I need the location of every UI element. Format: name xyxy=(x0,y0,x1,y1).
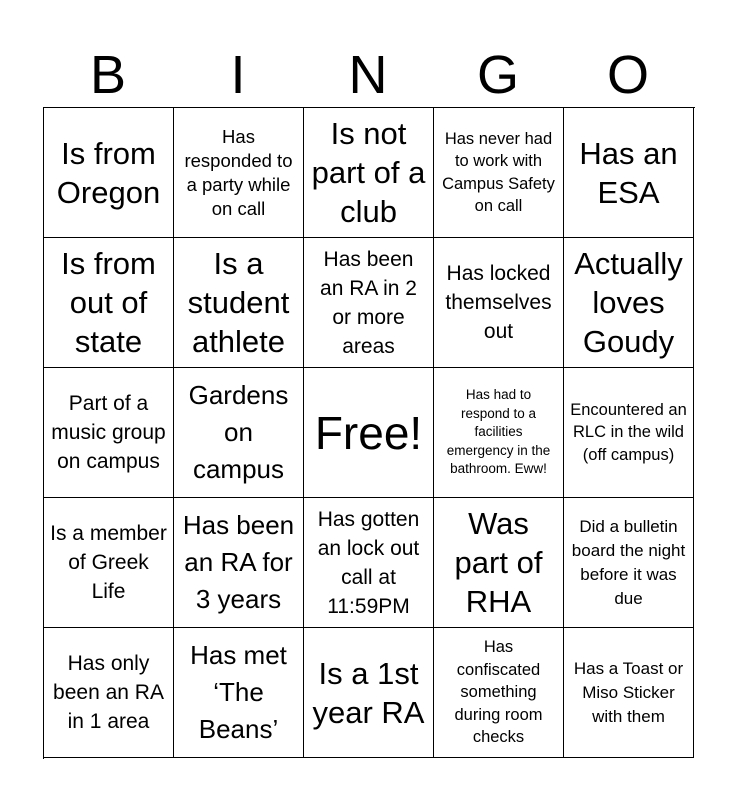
bingo-cell-r5c5[interactable] xyxy=(564,628,694,758)
header-letter-n: N xyxy=(348,45,388,105)
bingo-cell-r2c3[interactable] xyxy=(304,238,434,368)
cell-text: Encountered an RLC in the wild (off campus) xyxy=(570,400,687,464)
bingo-cell-r5c1[interactable] xyxy=(44,628,174,758)
cell-text: Has a Toast or Miso Sticker with them xyxy=(573,658,684,726)
bingo-cell-r1c3[interactable] xyxy=(304,108,434,238)
free-space-text: Free! xyxy=(314,406,423,459)
cell-text: Did a bulletin board the night before it was due xyxy=(571,516,686,608)
cell-text: Gardens on campus xyxy=(188,380,289,484)
cell-text: Is from Oregon xyxy=(56,135,161,210)
bingo-cell-r3c2[interactable] xyxy=(174,368,304,498)
cell-text: Has locked themselves out xyxy=(445,262,552,343)
bingo-header xyxy=(43,44,693,106)
bingo-cell-r4c3[interactable] xyxy=(304,498,434,628)
cell-text: Is a 1st year RA xyxy=(312,655,425,730)
bingo-cell-r3c5[interactable] xyxy=(564,368,694,498)
bingo-cell-r5c4[interactable] xyxy=(434,628,564,758)
cell-text: Is a student athlete xyxy=(187,246,290,359)
bingo-cell-r3c1[interactable] xyxy=(44,368,174,498)
cell-text: Has an ESA xyxy=(579,135,678,210)
header-letter-o: O xyxy=(606,45,649,105)
bingo-cell-r1c2[interactable] xyxy=(174,108,304,238)
cell-text: Has responded to a party while on call xyxy=(184,125,293,219)
bingo-cell-r1c1[interactable] xyxy=(44,108,174,238)
bingo-cell-r5c2[interactable] xyxy=(174,628,304,758)
bingo-cell-r2c1[interactable] xyxy=(44,238,174,368)
cell-text: Has met ‘The Beans’ xyxy=(190,640,287,744)
bingo-cell-r4c4[interactable] xyxy=(434,498,564,628)
bingo-cell-r2c2[interactable] xyxy=(174,238,304,368)
bingo-cell-r5c3[interactable] xyxy=(304,628,434,758)
bingo-cell-r1c4[interactable] xyxy=(434,108,564,238)
cell-text: Has been an RA for 3 years xyxy=(182,510,295,614)
cell-text: Actually loves Goudy xyxy=(574,246,683,359)
header-letter-b: B xyxy=(89,45,127,105)
header-letter-g: G xyxy=(476,45,519,105)
bingo-cell-r1c5[interactable] xyxy=(564,108,694,238)
cell-text: Has been an RA in 2 or more areas xyxy=(320,247,417,358)
cell-text: Has never had to work with Campus Safety on call xyxy=(442,129,555,215)
bingo-board xyxy=(43,107,695,759)
cell-text: Part of a music group on campus xyxy=(51,392,166,473)
bingo-cell-free[interactable] xyxy=(304,368,434,498)
cell-text: Has only been an RA in 1 area xyxy=(53,652,164,733)
cell-text: Has confiscated something during room checks xyxy=(454,638,543,747)
bingo-cell-r4c2[interactable] xyxy=(174,498,304,628)
cell-text: Is a member of Greek Life xyxy=(50,522,167,603)
bingo-cell-r2c4[interactable] xyxy=(434,238,564,368)
cell-text: Has had to respond to a facilities emergency in the bathroom. Eww! xyxy=(446,387,551,477)
cell-text: Was part of RHA xyxy=(454,506,543,619)
cell-text: Is not part of a club xyxy=(311,116,426,229)
bingo-cell-r4c1[interactable] xyxy=(44,498,174,628)
header-letter-i: I xyxy=(230,45,246,105)
cell-text: Is from out of state xyxy=(61,246,156,359)
cell-text: Has gotten an lock out call at 11:59PM xyxy=(317,507,420,618)
bingo-cell-r4c5[interactable] xyxy=(564,498,694,628)
bingo-cell-r2c5[interactable] xyxy=(564,238,694,368)
bingo-cell-r3c4[interactable] xyxy=(434,368,564,498)
